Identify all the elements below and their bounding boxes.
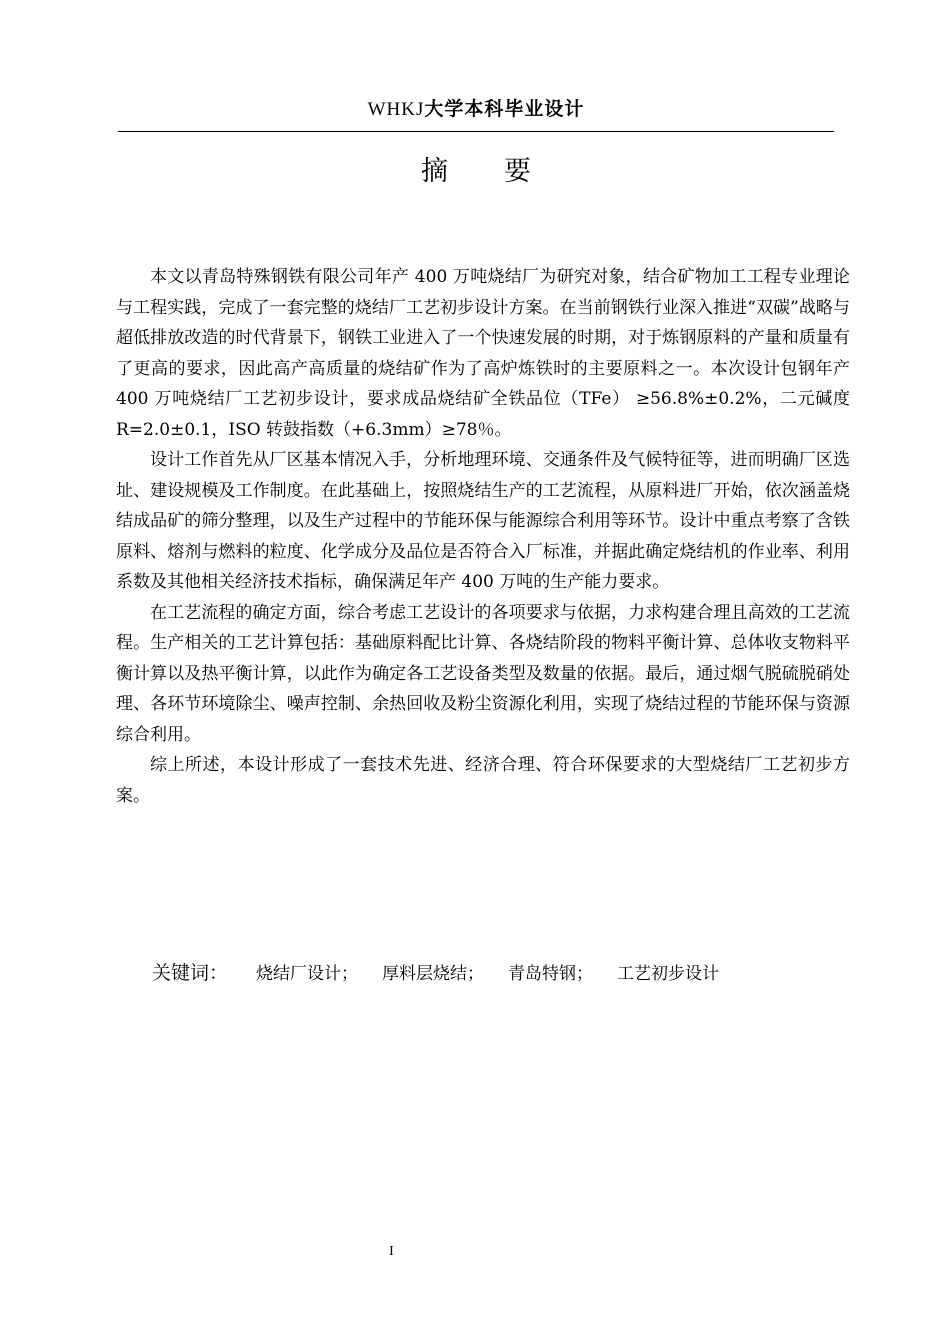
- abstract-body: [116, 262, 850, 811]
- abstract-title-char-1: 摘: [421, 156, 448, 187]
- abstract-paragraph-4: 综上所述，本设计形成了一套技术先进、经济合理、符合环保要求的大型烧结厂工艺初步方案。: [116, 755, 850, 806]
- keyword-item: 烧结厂设计；: [256, 964, 359, 984]
- page-number: I: [389, 1244, 394, 1259]
- keyword-item: 厚料层烧结；: [382, 964, 485, 984]
- abstract-paragraph-2: 设计工作首先从厂区基本情况入手，分析地理环境、交通条件及气候特征等，进而明确厂区选址、建设规模及工作制度。在此基础上，按照烧结生产的工艺流程，从原料进厂开始，依次涵盖烧结成品矿的筛分整理，以及生产过程中的节能环保与能源综合利用等环节。设计中重点考察了含铁原料、熔剂与燃料的粒度、化学成分及品位是否符合入厂标准，并据此确定烧结机的作业率、利用系数及其他相关经济技术指标，确保满足年产 400 万吨的生产能力要求。: [116, 450, 850, 592]
- keywords-label: 关键词：: [152, 962, 229, 984]
- abstract-paragraph-1: 本文以青岛特殊钢铁有限公司年产 400 万吨烧结厂为研究对象，结合矿物加工工程专业理论与工程实践，完成了一套完整的烧结厂工艺初步设计方案。在当前钢铁行业深入推进“双碳”战略与超低排放改造的时代背景下，钢铁工业进入了一个快速发展的时期，对于炼钢原料的产量和质量有了更高的要求，因此高产高质量的烧结矿作为了高炉炼铁时的主要原料之一。本次设计包钢年产 400 万吨烧结厂工艺初步设计，要求成品烧结矿全铁品位（TFe） ≥56.8%±0.2%，二元碱度 R=2.0±0.1，ISO 转鼓指数（+6.3mm）≥78％。: [116, 267, 850, 440]
- abstract-title: [118, 152, 834, 192]
- abstract-paragraph-3: 在工艺流程的确定方面，综合考虑工艺设计的各项要求与依据，力求构建合理且高效的工艺流程。生产相关的工艺计算包括：基础原料配比计算、各烧结阶段的物料平衡计算、总体收支物料平衡计算以及热平衡计算，以此作为确定各工艺设备类型及数量的依据。最后，通过烟气脱硫脱硝处理、各环节环境除尘、噪声控制、余热回收及粉尘资源化利用，实现了烧结过程的节能环保与资源综合利用。: [116, 602, 850, 745]
- page-header: [118, 95, 834, 124]
- keyword-item: 青岛特钢；: [508, 964, 594, 984]
- header-subtitle: 大学本科毕业设计: [424, 98, 585, 120]
- keyword-item: 工艺初步设计: [617, 964, 720, 984]
- header-school-code: WHKJ: [367, 99, 425, 120]
- abstract-title-char-2: 要: [504, 156, 531, 187]
- keywords-line: [152, 958, 852, 989]
- header-divider: [118, 131, 834, 132]
